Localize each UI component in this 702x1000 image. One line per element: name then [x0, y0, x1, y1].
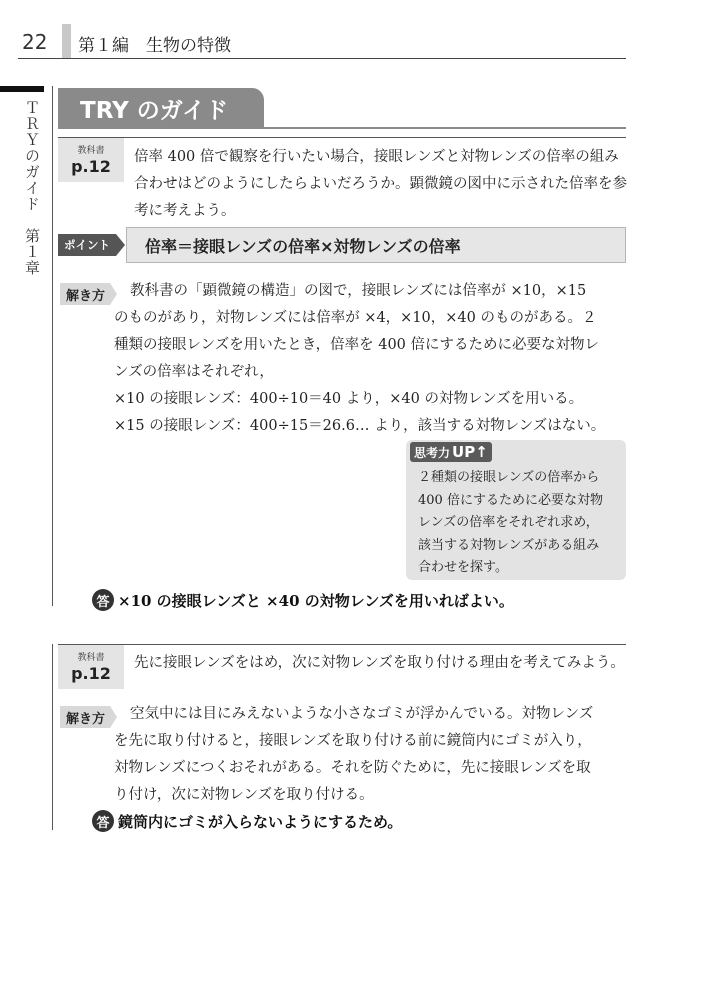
text-line: ×10 の接眼レンズ：400÷10＝40 より，×40 の対物レンズを用いる。: [114, 391, 584, 407]
text-line: ンズの倍率はそれぞれ，: [114, 364, 274, 380]
text-line: を先に取り付けると，接眼レンズを取り付ける前に鏡筒内にゴミが入り，: [114, 733, 592, 749]
text-line: ×15 の接眼レンズ：400÷15＝26.6… より，該当する対物レンズはない。: [114, 418, 606, 434]
thinking-label: 思考力: [414, 445, 451, 460]
point-badge: ポイント: [58, 234, 116, 256]
side-index-bar: [0, 86, 44, 92]
thinking-up-badge: [410, 442, 492, 462]
method-label: 解き方: [60, 283, 110, 305]
text-line: 種類の接眼レンズを用いたとき，倍率を 400 倍にするために必要な対物レ: [114, 337, 600, 353]
section-rule: [58, 137, 626, 138]
section-banner: TRY のガイド: [58, 88, 264, 128]
up-arrow-icon: UP↑: [452, 443, 488, 461]
text-line: 400 倍にするために必要な対物: [418, 492, 603, 508]
method-text: [114, 278, 630, 440]
text-line: のものがあり，対物レンズには倍率が ×4，×10，×40 のものがある。２: [114, 310, 597, 326]
text-line: 教科書の「顕微鏡の構造」の図で，接眼レンズには倍率が ×10，×15: [130, 283, 587, 299]
page-number: 22: [22, 30, 48, 54]
chapter-title: 第１編 生物の特徴: [78, 36, 231, 56]
textbook-ref-label: 教科書: [77, 146, 105, 156]
left-margin-rule: [52, 86, 53, 606]
question-text: [134, 144, 630, 225]
text-line: 合わせはどのようにしたらよいだろうか。顕微鏡の図中に示された倍率を参: [134, 176, 627, 192]
answer-mark-icon: 答: [92, 810, 114, 832]
answer-text: ×10 の接眼レンズと ×40 の対物レンズを用いればよい。: [118, 592, 514, 610]
text-line: レンズの倍率をそれぞれ求め，: [418, 515, 599, 530]
method-text: [114, 701, 630, 809]
side-index-label: ＴＲＹのガイド 第１章: [23, 100, 41, 276]
textbook-ref-box: [58, 645, 124, 689]
point-arrow-icon: [116, 234, 125, 256]
section-rule: [58, 644, 626, 645]
textbook-ref-page: p.12: [71, 664, 111, 683]
point-formula: 倍率＝接眼レンズの倍率×対物レンズの倍率: [126, 227, 626, 263]
thinking-up-text: [418, 467, 622, 580]
answer-mark-icon: 答: [92, 589, 114, 611]
text-line: 該当する対物レンズがある組み: [418, 537, 600, 553]
text-line: 対物レンズにつくおそれがある。それを防ぐために，先に接眼レンズを取: [114, 760, 591, 776]
text-line: ２種類の接眼レンズの倍率から: [418, 470, 600, 485]
textbook-ref-box: [58, 138, 124, 182]
textbook-ref-label: 教科書: [77, 653, 105, 663]
answer-text: 鏡筒内にゴミが入らないようにするため。: [118, 813, 403, 831]
header-rule: [18, 58, 626, 59]
banner-rule: [58, 127, 626, 129]
question-text: 先に接眼レンズをはめ，次に対物レンズを取り付ける理由を考えてみよう。: [134, 655, 625, 671]
text-line: 倍率 400 倍で観察を行いたい場合，接眼レンズと対物レンズの倍率の組み: [134, 149, 619, 165]
header-tab-marker: [62, 24, 71, 58]
left-margin-rule: [52, 644, 53, 830]
text-line: 考に考えよう。: [134, 203, 236, 219]
text-line: り付け，次に対物レンズを取り付ける。: [114, 787, 374, 803]
text-line: 空気中には目にみえないような小さなゴミが浮かんでいる。対物レンズ: [130, 706, 594, 722]
method-label: 解き方: [60, 706, 110, 728]
textbook-ref-page: p.12: [71, 157, 111, 176]
text-line: 合わせを探す。: [418, 560, 508, 575]
